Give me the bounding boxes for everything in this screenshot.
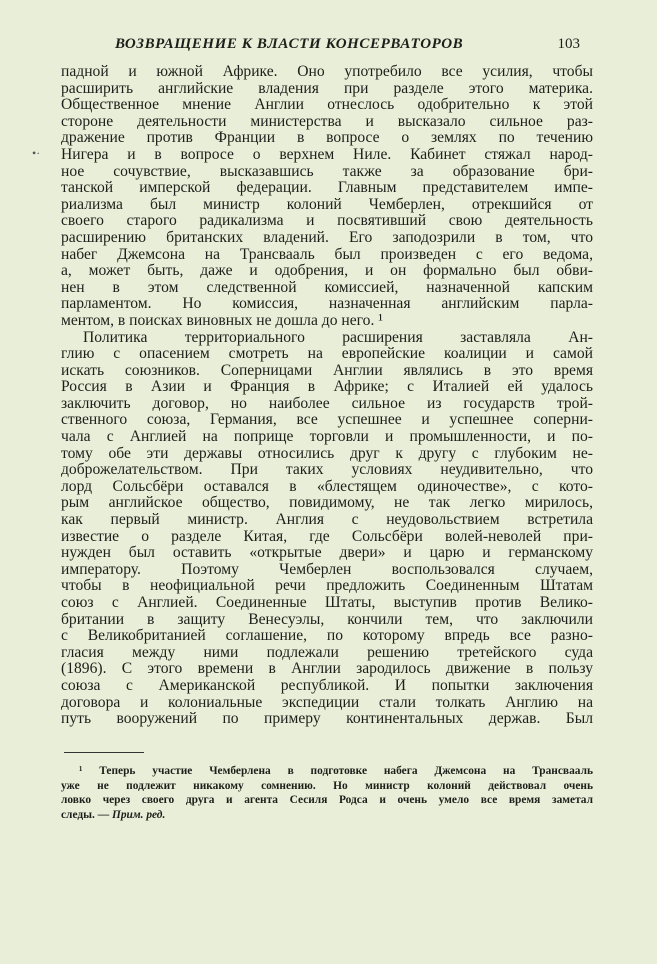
footnote	[61, 764, 593, 822]
text-line: договора и колониальные экспедиции стали толкать Англию на	[61, 693, 593, 711]
footnote-line: уже не подлежит никакому сомнению. Но министр колоний действовал очень	[61, 779, 593, 792]
text-line: тому обе эти державы относились друг к другу с глубоким не-	[61, 444, 593, 462]
text-line: падной и южной Африке. Оно употребило все усилия, чтобы	[61, 63, 593, 80]
text-line: британии в защиту Венесуэлы, кончили тем, что заключили	[61, 610, 593, 628]
text-line: Общественное мнение Англии отнеслось одобрительно к этой	[61, 96, 593, 114]
text-line: риализма был министр колоний Чемберлен, отрекшийся от	[61, 195, 593, 213]
text-line: Нигера и в вопросе о верхнем Ниле. Кабинет стяжал народ-	[61, 145, 593, 163]
text-line: танской имперской федерации. Главным представителем импе-	[61, 179, 593, 197]
text-line: с Великобританией соглашение, по которому впредь все разно-	[61, 627, 593, 645]
text-line: Политика территориального расширения заставляла Ан-	[83, 328, 593, 346]
text-line: а, может быть, даже и одобрения, и он формально был обви-	[61, 262, 593, 280]
editor-note: Прим. ред.	[111, 808, 166, 821]
text-line: известие о разделе Китая, где Сольсбёри волей-неволей при-	[61, 527, 593, 545]
body-text	[61, 64, 593, 728]
text-line: ственного союза, Германия, все успешнее и успешнее соперни-	[61, 411, 593, 429]
chapter-title: ВОЗВРАЩЕНИЕ К ВЛАСТИ КОНСЕРВАТОРОВ	[115, 36, 464, 52]
text-line: доброжелательством. При таких условиях неудивительно, что	[61, 461, 593, 479]
text-line: чала с Англией на поприще торговли и промышленности, и по-	[61, 428, 593, 446]
text-line: набег Джемсона на Трансвааль был произведен с его ведома,	[61, 245, 593, 263]
text-line: парламентом. Но комиссия, назначенная английским парла-	[61, 295, 593, 313]
text-line: нен в этом следственной комиссией, назначенной капским	[61, 278, 593, 296]
text-line: (1896). С этого времени в Англии зародилось движение в пользу	[61, 660, 593, 678]
text-line: стороне деятельности министерства и высказало сильное раз-	[61, 112, 593, 130]
text-line: дражение против Франции в вопросе о землях по течению	[61, 129, 593, 147]
text-line: заключить договор, но наиболее сильное из государств трой-	[61, 394, 593, 412]
text-line: союза с Американской республикой. И попытки заключения	[61, 676, 593, 694]
text-line: ментом, в поисках виновных не дошла до него. ¹	[61, 311, 383, 329]
footnote-line-last	[61, 808, 593, 823]
text-line: гласия между ними подлежали решению третейского суда	[61, 643, 593, 661]
footnote-line: ¹ Теперь участие Чемберлена в подготовке набега Джемсона на Трансвааль	[79, 765, 593, 777]
text-line: своего старого радикализма и посвятивший свою деятельность	[61, 212, 593, 230]
text-line: союз с Англией. Соединенные Штаты, выступив против Велико-	[61, 594, 593, 611]
text-line: нужден был оставить «открытые двери» и царю и германскому	[61, 544, 593, 562]
text-line: расширению британских владений. Его заподозрили в том, что	[61, 228, 593, 246]
page-number: 103	[557, 36, 580, 52]
margin-mark: •·	[32, 146, 41, 160]
text-line: расширить английские владения при разделе этого материка.	[61, 79, 593, 97]
text-line: ное сочувствие, высказавшись также за образование бри-	[61, 162, 593, 180]
text-line: рым английское общество, повидимому, не так легко мирилось,	[61, 494, 593, 512]
text-line: лорд Сольсбёри оставался в «блестящем одиночестве», с кото-	[61, 477, 593, 495]
text-line: чтобы в неофициальной речи предложить Соединенным Штатам	[61, 577, 593, 595]
footnote-divider	[64, 752, 144, 753]
text-line: путь вооружений по примеру континентальных держав. Был	[61, 710, 593, 728]
text-line: Россия в Азии и Франция в Африке; с Италией ей удалось	[61, 378, 593, 396]
text-line: как первый министр. Англия с неудовольствием встретила	[61, 511, 593, 529]
text-line: императору. Поэтому Чемберлен воспользовался случаем,	[61, 560, 593, 578]
text-line: глию с опасением смотреть на европейские коалиции и самой	[61, 345, 593, 363]
footnote-line: ловко через своего друга и агента Сесиля Родса и очень умело все время заметал	[61, 794, 593, 807]
running-header	[115, 36, 580, 58]
footnote-text: следы. —	[61, 808, 110, 821]
text-line: искать союзников. Соперницами Англии являлись в это время	[61, 361, 593, 379]
